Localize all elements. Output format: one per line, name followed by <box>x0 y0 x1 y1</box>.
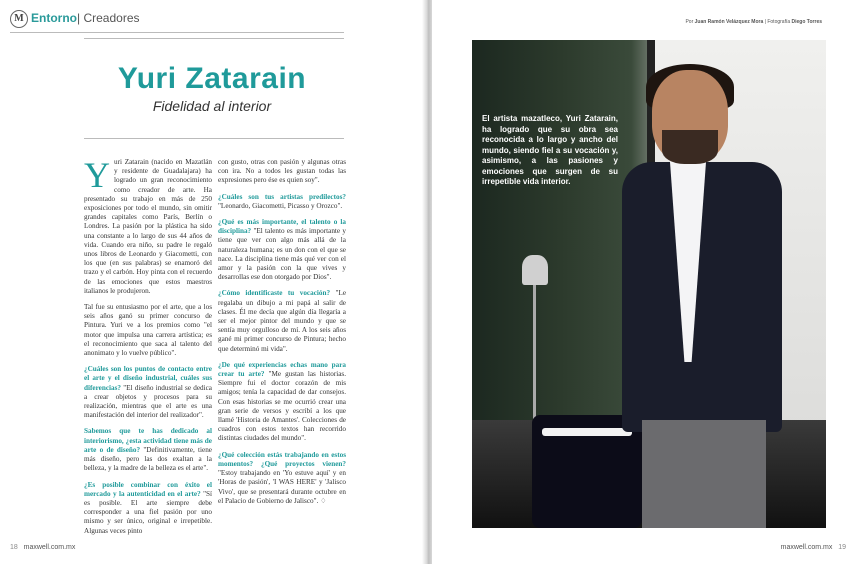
article-column-1: Yuri Zatarain (nacido en Mazatlán y residente de Guadalajara) ha logrado un gran reconocimiento como creador de arte. Ha presentado su trabajo en más de 250 exposiciones por todo el mundo, sin omitir grandes capitales como París, Berlín o Londres. La pasión por la plástica ha sido una constante a lo largo de sus 44 años de vida. Cuando era niño, su padre le regaló unos libros de Leonardo y Giacometti, con los que (en sus palabras) se enamoró del trazo y el carbón. Hoy pinta con el recuerdo de las emociones que estos maestros italianos le produjeron. Tal fue su entusiasmo por el arte, que a los seis años ganó su primer concurso de Pintura. Yuri ve a los premios como "el motor que impulsa una carrera artística; es el reconocimiento que saca al talento del anonimato y lo vuelve público". ¿Cuáles son los puntos de contacto entre el arte y el diseño industrial, cuáles sus diferencias? "El diseño industrial se dedica a crear objetos y procesos para su realización, mientras que el arte es una manifestación del interior del realizador". Sabemos que te has dedicado al interiorismo, ¿esta actividad tiene más de arte o de diseño? "Definitivamente, tiene más diseño, pero las dos exaltan a la belleza, y la madre de la belleza es el arte". ¿Es posible combinar con éxito el mercado y la autenticidad en el arte? "Sí es posible. El arte siempre debe corresponder a una fiel pasión por uno mismo y ser único, original e irrepetible. Algunas veces pinto <box>84 155 212 535</box>
section-label: Entorno <box>31 11 77 25</box>
trousers <box>642 420 766 528</box>
magazine-logo-icon: M <box>10 10 28 28</box>
portrait-photo <box>472 40 826 528</box>
lamp-pole <box>533 285 536 425</box>
byline: Por Juan Ramón Velázquez Mora | Fotografía Diego Torres <box>685 19 822 25</box>
title-bottom-rule <box>84 138 344 139</box>
subsection-label: | Creadores <box>77 11 140 25</box>
interview-question: Sabemos que te has dedicado al interiorismo, ¿esta actividad tiene más de arte o de diseño? <box>84 427 212 454</box>
interview-question: ¿Qué colección estás trabajando en estos momentos? ¿Qué proyectos vienen? <box>218 450 346 468</box>
article-title: Yuri Zatarain <box>117 62 307 95</box>
site-url: maxwell.com.mx <box>23 544 76 551</box>
footer-right <box>781 544 846 551</box>
interview-question: ¿Qué es más importante, el talento o la disciplina? <box>218 218 346 236</box>
artist-figure <box>622 70 782 528</box>
interview-question: ¿De qué experiencias echas mano para crear tu arte? <box>218 360 346 379</box>
interview-question: ¿Cuáles son los puntos de contacto entre el arte y el diseño industrial, cuáles sus diferencias? <box>84 365 212 392</box>
right-page <box>432 0 858 564</box>
left-page <box>0 0 424 564</box>
page-number: 19 <box>838 544 846 551</box>
article-column-2: con gusto, otras con pasión y algunas otras con ira. No a todos les gustan todas las expresiones pero ése es quien soy". ¿Cuáles son tus artistas predilectos? "Leonardo, Giacometti, Picasso y Orozco". ¿Qué es más importante, el talento o la disciplina? "El talento es más importante y tiene que ver con algo más allá de la naturaleza humana; es un don con el que se nace. La disciplina tiene más qué ver con el amor y la pasión con la que vives y desarrollas ese don otorgado por Dios". ¿Cómo identificaste tu vocación? "Le regalaba un dibujo a mi papá al salir de clases. Él me decía que algún día llegaría a ser el mejor pintor del mundo y que se sentía muy orgulloso de mí. A los seis años gané mi primer concurso de Pintura; hecho que determinó mi vida". ¿De qué experiencias echas mano para crear tu arte? "Me gustan las historias. Siempre fui el doctor corazón de mis amigos; tenía la capacidad de dar consejos. Con esas historias se me ocurrió crear una gran serie de versos y escribí a los que llamé 'Historia de Amantes'. Colecciones de cuadros con estos textos han recorrido distintas ciudades del mundo". ¿Qué colección estás trabajando en estos momentos? ¿Qué proyectos vienen? "Estoy trabajando en 'Yo estuve aquí' y en 'Horas de pasión', 'I WAS HERE' y 'Jalisco Vivo', que se presentará durante octubre en el Palacio de Gobierno de Jalisco". ♢ <box>218 158 347 505</box>
interview-question: ¿Cuáles son tus artistas predilectos? <box>218 192 346 201</box>
chair-arm <box>542 428 632 436</box>
lamp-icon <box>522 255 548 285</box>
title-top-rule <box>84 38 344 39</box>
drop-cap: Y <box>84 155 110 195</box>
article-subtitle: Fidelidad al interior <box>152 98 272 114</box>
header-rule <box>10 32 344 33</box>
interview-question: ¿Cómo identificaste tu vocación? <box>218 289 331 298</box>
interview-question: ¿Es posible combinar con éxito el mercado y la autenticidad en el arte? <box>84 480 212 498</box>
page-number: 18 <box>10 544 18 551</box>
photo-caption: El artista mazatleco, Yuri Zatarain, ha logrado que su obra sea reconocida a lo largo y ancho del mundo, siendo fiel a su vocación y, asimismo, a las pasiones y emociones que surgen de su irrepetible vida interior. <box>482 114 618 186</box>
beard <box>662 130 718 164</box>
site-url: maxwell.com.mx <box>780 544 833 551</box>
footer-left <box>10 544 75 551</box>
